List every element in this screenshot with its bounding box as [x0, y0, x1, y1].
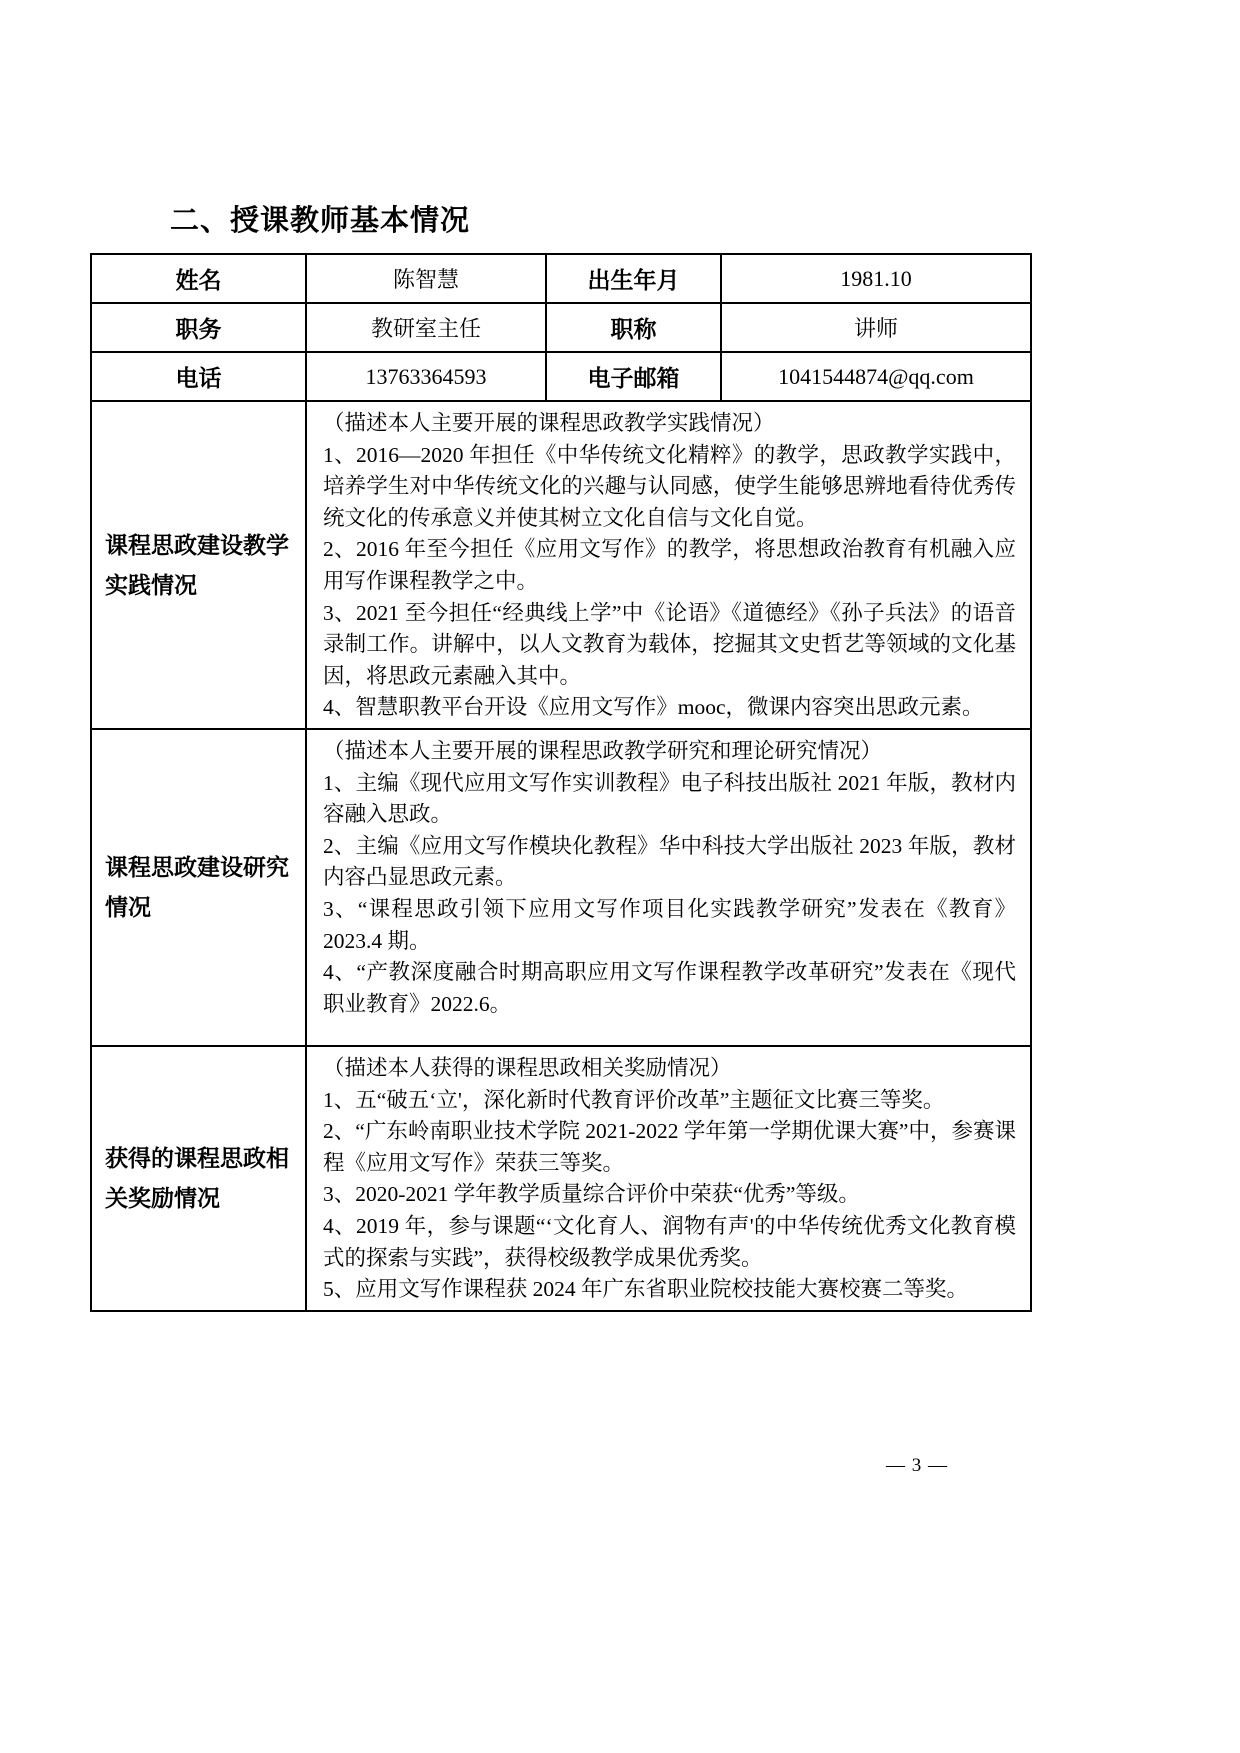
section-item: 4、“产教深度融合时期高职应用文写作课程教学改革研究”发表在《现代职业教育》2022.6。: [323, 960, 1016, 1016]
table-row-teaching-practice: [91, 401, 1031, 729]
section-item: 3、“课程思政引领下应用文写作项目化实践教学研究”发表在《教育》2023.4 期。: [323, 896, 1016, 953]
table-row-duty-title: [91, 303, 1031, 352]
section-item: 3、2020-2021 学年教学质量综合评价中荣获“优秀”等级。: [323, 1182, 860, 1207]
table-row-research: [91, 729, 1031, 1046]
email-label: 电子邮箱: [546, 352, 721, 401]
page-number: — 3 —: [886, 1455, 948, 1476]
section-item: 4、智慧职教平台开设《应用文写作》mooc，微课内容突出思政元素。: [323, 695, 984, 720]
page-title: 二、授课教师基本情况: [170, 205, 471, 237]
section-hint: （描述本人获得的课程思政相关奖励情况）: [323, 1055, 732, 1080]
section-content-teaching-practice: [306, 401, 1031, 729]
professional-title-value: 讲师: [721, 303, 1031, 352]
section-label-awards: 获得的课程思政相关奖励情况: [91, 1046, 306, 1311]
section-label-research: 课程思政建设研究情况: [91, 729, 306, 1046]
section-item: 1、五“破五‘立'，深化新时代教育评价改革”主题征文比赛三等奖。: [323, 1087, 945, 1112]
table-row-name-birth: [91, 254, 1031, 303]
phone-value: 13763364593: [306, 352, 546, 401]
section-item: 2、主编《应用文写作模块化教程》华中科技大学出版社 2023 年版，教材内容凸显思政元素。: [323, 833, 1016, 890]
professional-title-label: 职称: [546, 303, 721, 352]
section-item: 5、应用文写作课程获 2024 年广东省职业院校技能大赛校赛二等奖。: [323, 1277, 969, 1302]
section-item: 1、2016—2020 年担任《中华传统文化精粹》的教学，思政教学实践中，培养学生对中华传统文化的兴趣与认同感，使学生能够思辨地看待优秀传统文化的传承意义并使其树立文化自信与文化自觉。: [323, 442, 1016, 530]
name-label: 姓名: [91, 254, 306, 303]
section-item: 2、2016 年至今担任《应用文写作》的教学，将思想政治教育有机融入应用写作课程教学之中。: [323, 537, 1016, 593]
duty-value: 教研室主任: [306, 303, 546, 352]
section-content-research: [306, 729, 1031, 1046]
email-value: 1041544874@qq.com: [721, 352, 1031, 401]
duty-label: 职务: [91, 303, 306, 352]
section-item: 1、主编《现代应用文写作实训教程》电子科技出版社 2021 年版，教材内容融入思政。: [323, 770, 1016, 827]
section-label-teaching-practice: 课程思政建设教学实践情况: [91, 401, 306, 729]
section-hint: （描述本人主要开展的课程思政教学实践情况）: [323, 411, 775, 435]
section-item: 2、“广东岭南职业技术学院 2021-2022 学年第一学期优课大赛”中，参赛课程《应用文写作》荣获三等奖。: [323, 1119, 1016, 1175]
section-item: 3、2021 至今担任“经典线上学”中《论语》《道德经》《孙子兵法》的语音录制工作。讲解中，以人文教育为载体，挖掘其文史哲艺等领域的文化基因，将思政元素融入其中。: [323, 600, 1016, 688]
phone-label: 电话: [91, 352, 306, 401]
section-content-awards: [306, 1046, 1031, 1311]
birthdate-label: 出生年月: [546, 254, 721, 303]
birthdate-value: 1981.10: [721, 254, 1031, 303]
name-value: 陈智慧: [306, 254, 546, 303]
table-row-phone-email: [91, 352, 1031, 401]
table-row-awards: [91, 1046, 1031, 1311]
section-hint: （描述本人主要开展的课程思政教学研究和理论研究情况）: [323, 738, 883, 763]
teacher-info-table: [90, 253, 1032, 1312]
section-item: 4、2019 年，参与课题“‘文化育人、润物有声'的中华传统优秀文化教育模式的探索与实践”，获得校级教学成果优秀奖。: [323, 1213, 1016, 1270]
